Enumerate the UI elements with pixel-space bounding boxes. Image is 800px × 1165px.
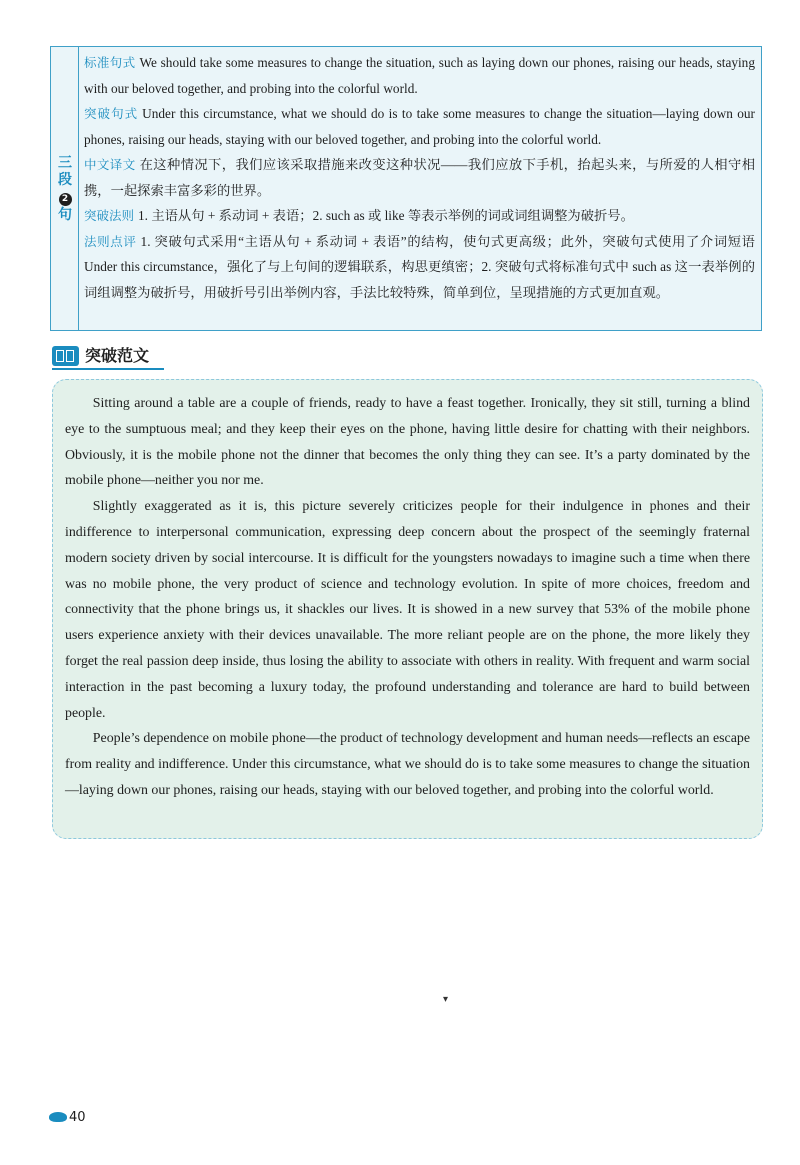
essay-paragraph: Slightly exaggerated as it is, this picture severely criticizes people for their indulgence in phones and their indifference to interpersonal communication, expressing deep concern about the prospect of the seemingly fraternal modern society driven by social intercourse. It is difficult for the youngsters nowadays to imagine such a time when there was no mobile phone, the very product of science and technology evolution. In spite of more choices, freedom and connectivity that the phone brings us, it shackles our lives. It is showed in a new survey that 53% of the mobile phone users experience anxiety with their devices unavailable. The more reliant people are on the phone, the more likely they forget the real passion deep inside, thus losing the ability to associate with others in reality. With frequent and warm social interaction in the past becoming a luxury today, the profound understanding and tolerance are hard to build between people. bbox=[65, 499, 750, 721]
model-essay-box bbox=[52, 379, 763, 839]
row-label: 法则点评 bbox=[84, 233, 137, 249]
row-breakthrough-rule bbox=[84, 203, 755, 229]
row-label: 突破法则 bbox=[84, 208, 135, 223]
analysis-rows bbox=[84, 50, 755, 305]
sentence-analysis-box bbox=[50, 46, 762, 331]
row-standard-sentence bbox=[84, 50, 755, 101]
side-label-char: 三 bbox=[58, 155, 72, 171]
side-label-column bbox=[51, 47, 79, 330]
row-text: 1. 突破句式采用“主语从句 + 系动词 + 表语”的结构，使句式更高级；此外，突破句式使用了介词短语 Under this circumstance，强化了与上句间的逻辑联系，构思更缜密；2. 突破句式将标准句式中 such as 这一表举例的词组调整为破折号，用破折号引出举例内容，手法比较特殊，简单到位，呈现措施的方式更加直观。 bbox=[84, 233, 755, 300]
row-label: 突破句式 bbox=[84, 106, 139, 121]
essay-paragraph: People’s dependence on mobile phone—the product of technology development and human needs—reflects an escape from reality and indifference. Under this circumstance, what we should do is to take some measures to change the situation—laying down our phones, raising our heads, staying with our beloved together, and probing into the colorful world. bbox=[65, 731, 750, 798]
row-text: 在这种情况下，我们应该采取措施来改变这种状况——我们应放下手机，抬起头来，与所爱的人相守相携，一起探索丰富多彩的世界。 bbox=[84, 157, 755, 198]
side-label-char: 句 bbox=[58, 207, 72, 223]
section-heading-text: 突破范文 bbox=[85, 346, 150, 365]
side-label-number: 2 bbox=[59, 193, 72, 206]
model-essay bbox=[65, 391, 750, 804]
side-label bbox=[51, 155, 79, 224]
row-breakthrough-sentence bbox=[84, 101, 755, 152]
row-text: 1. 主语从句 + 系动词 + 表语；2. such as 或 like 等表示举例的词或词组调整为破折号。 bbox=[138, 208, 634, 223]
book-icon bbox=[52, 346, 79, 366]
heading-underline bbox=[52, 368, 164, 370]
side-label-char: 段 bbox=[58, 172, 72, 188]
page-number: 40 bbox=[69, 1110, 86, 1125]
row-label: 标准句式 bbox=[84, 55, 136, 70]
essay-paragraph: Sitting around a table are a couple of friends, ready to have a feast together. Ironically, they sit still, turning a blind eye to the sumptuous meal; and they keep their eyes on the phone, having little desire for chatting with their neighbors. Obviously, it is the mobile phone not the dinner that becomes the only thing they can see. It’s a party dominated by the mobile phone—neither you nor me. bbox=[65, 396, 750, 489]
row-label: 中文译文 bbox=[84, 157, 136, 172]
row-rule-comment bbox=[84, 229, 755, 306]
row-text: We should take some measures to change the situation, such as laying down our phones, raising our heads, staying with our beloved together, and probing into the colorful world. bbox=[84, 55, 755, 96]
graduation-cap-icon bbox=[49, 1112, 67, 1122]
row-chinese-translation bbox=[84, 152, 755, 203]
scan-speck: ▾ bbox=[443, 994, 449, 1005]
row-text: Under this circumstance, what we should do is to take some measures to change the situation—laying down our phones, raising our heads, staying with our beloved together, and probing into the colorful world. bbox=[84, 106, 755, 147]
